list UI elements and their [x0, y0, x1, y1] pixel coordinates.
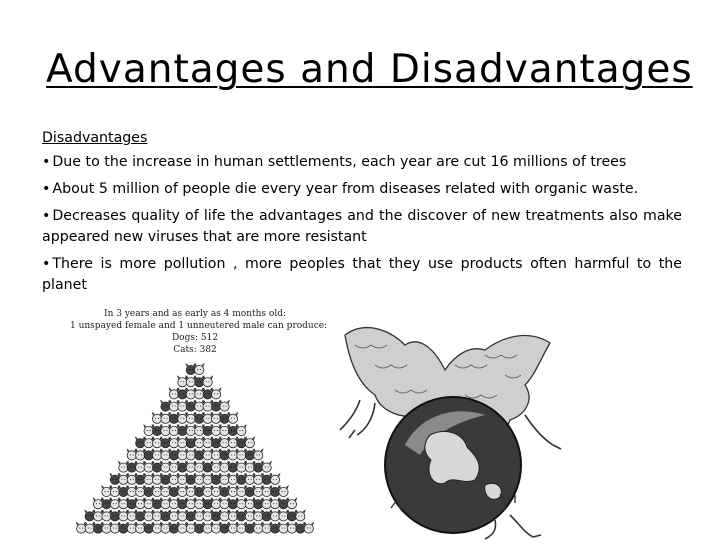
- animal-head: [286, 497, 297, 509]
- bullet-item: [42, 254, 682, 296]
- bullet-item: [42, 206, 682, 248]
- pyramid-caption: [70, 308, 328, 356]
- disadvantages-section: [42, 128, 682, 302]
- animal-head: [219, 400, 230, 412]
- animal-head: [295, 509, 306, 521]
- caption-line: Cats: 382: [173, 345, 217, 355]
- bullet-item: [42, 152, 682, 173]
- animal-head: [261, 461, 272, 473]
- animal-pyramid-graphic: [70, 360, 320, 536]
- bullet-item: [42, 179, 682, 200]
- animal-head: [194, 363, 205, 375]
- animal-head: [253, 448, 264, 460]
- caption-line: In 3 years and as early as 4 months old:: [104, 309, 286, 319]
- globe-graphic: [335, 315, 565, 540]
- animal-pyramid-illustration: [70, 308, 328, 536]
- bullet-text: Due to the increase in human settlements, each year are cut 16 millions of trees: [52, 154, 627, 170]
- animal-head: [236, 424, 247, 436]
- section-heading: Disadvantages: [42, 130, 148, 146]
- page-title: Advantages and Disadvantages: [46, 47, 693, 92]
- bullet-text: About 5 million of people die every year from diseases related with organic waste.: [52, 181, 639, 197]
- animal-head: [202, 375, 213, 387]
- bullet-text: There is more pollution , more peoples that they use products often harmful to the planet: [42, 256, 682, 293]
- deforested-globe-illustration: [335, 315, 565, 544]
- animal-head: [227, 412, 238, 424]
- bullet-mark: •: [42, 256, 51, 272]
- caption-line: 1 unspayed female and 1 unneutered male can produce:: [70, 321, 328, 331]
- animal-head: [244, 436, 255, 448]
- bullet-mark: •: [42, 181, 51, 197]
- animal-head: [303, 522, 314, 534]
- bullet-mark: •: [42, 208, 51, 224]
- animal-head: [278, 485, 289, 497]
- bullet-text: Decreases quality of life the advantages and the discover of new treatments also make appeared new viruses that are more resistant: [42, 208, 682, 245]
- bullet-mark: •: [42, 154, 51, 170]
- animal-head: [270, 473, 281, 485]
- caption-line: Dogs: 512: [171, 333, 219, 343]
- animal-head: [211, 387, 222, 399]
